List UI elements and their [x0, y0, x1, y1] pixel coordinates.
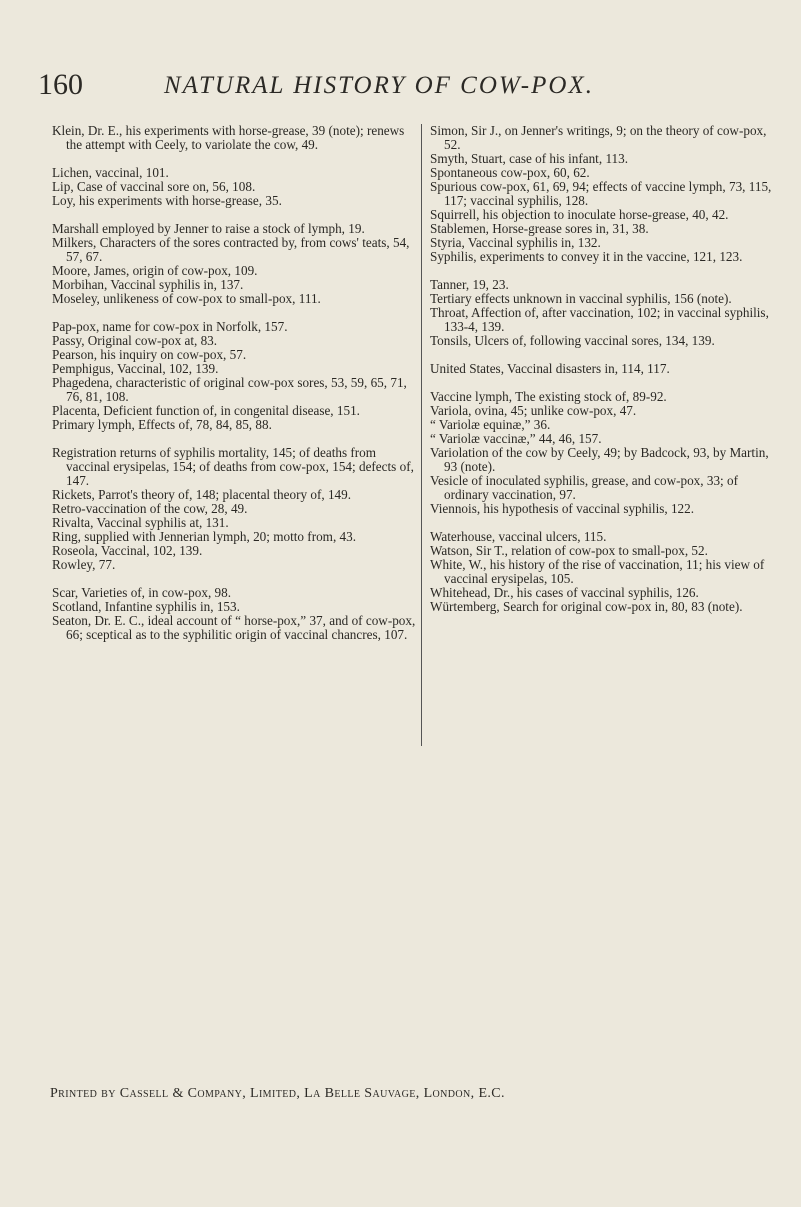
index-entry: “ Variolæ vaccinæ,” 44, 46, 157. [430, 431, 602, 446]
printer-imprint: Printed by Cassell & Company, Limited, La Belle Sauvage, London, E.C. [50, 1086, 505, 1101]
index-entry: Waterhouse, vaccinal ulcers, 115. [430, 529, 607, 544]
index-entry: Morbihan, Vaccinal syphilis in, 137. [52, 277, 244, 292]
index-entry: Passy, Original cow-pox at, 83. [52, 333, 218, 348]
index-entry: “ Variolæ equinæ,” 36. [430, 417, 551, 432]
index-letter-group [430, 390, 782, 516]
index-entry: Variolation of the cow by Ceely, 49; by Badcock, 93, by Martin, 93 (note). [430, 445, 769, 474]
index-letter-group [52, 320, 416, 432]
index-letter-group [52, 222, 416, 306]
index-letter-group [430, 278, 782, 348]
index-entry: Squirrell, his objection to inoculate horse-grease, 40, 42. [430, 207, 729, 222]
index-entry: Rowley, 77. [52, 557, 116, 572]
index-letter-group [52, 586, 416, 642]
index-letter-group [430, 362, 782, 376]
index-entry: United States, Vaccinal disasters in, 114, 117. [430, 361, 670, 376]
index-entry: Moseley, unlikeness of cow-pox to small-pox, 111. [52, 291, 321, 306]
index-entry: Lip, Case of vaccinal sore on, 56, 108. [52, 179, 256, 194]
index-entry: Seaton, Dr. E. C., ideal account of “ horse-pox,” 37, and of cow-pox, 66; sceptical as to the syphilitic origin of vaccinal chancres, 107. [52, 613, 416, 642]
column-divider [421, 124, 422, 746]
index-letter-group [430, 530, 782, 614]
index-entry: Placenta, Deficient function of, in congenital disease, 151. [52, 403, 360, 418]
index-entry: Lichen, vaccinal, 101. [52, 165, 169, 180]
index-entry: Pearson, his inquiry on cow-pox, 57. [52, 347, 247, 362]
index-entry: Registration returns of syphilis mortality, 145; of deaths from vaccinal erysipelas, 154; of deaths from cow-pox, 154; defects of, 147. [52, 445, 414, 488]
index-entry: Smyth, Stuart, case of his infant, 113. [430, 151, 629, 166]
index-entry: Loy, his experiments with horse-grease, 35. [52, 193, 282, 208]
index-entry: Tonsils, Ulcers of, following vaccinal sores, 134, 139. [430, 333, 715, 348]
index-entry: Whitehead, Dr., his cases of vaccinal syphilis, 126. [430, 585, 699, 600]
index-entry: Rivalta, Vaccinal syphilis at, 131. [52, 515, 229, 530]
index-entry: Rickets, Parrot's theory of, 148; placental theory of, 149. [52, 487, 352, 502]
index-entry: Moore, James, origin of cow-pox, 109. [52, 263, 258, 278]
index-entry: Variola, ovina, 45; unlike cow-pox, 47. [430, 403, 637, 418]
index-entry: Spontaneous cow-pox, 60, 62. [430, 165, 590, 180]
index-column-left [52, 124, 416, 656]
index-entry: Retro-vaccination of the cow, 28, 49. [52, 501, 248, 516]
index-entry: Vesicle of inoculated syphilis, grease, and cow-pox, 33; of ordinary vaccination, 97. [430, 473, 738, 502]
index-letter-group [52, 446, 416, 572]
index-entry: Styria, Vaccinal syphilis in, 132. [430, 235, 601, 250]
index-entry: Primary lymph, Effects of, 78, 84, 85, 88. [52, 417, 272, 432]
index-entry: Pemphigus, Vaccinal, 102, 139. [52, 361, 219, 376]
index-entry: Watson, Sir T., relation of cow-pox to small-pox, 52. [430, 543, 708, 558]
index-entry: Spurious cow-pox, 61, 69, 94; effects of vaccine lymph, 73, 115, 117; vaccinal syphilis, 128. [430, 179, 772, 208]
index-entry: Milkers, Characters of the sores contracted by, from cows' teats, 54, 57, 67. [52, 235, 410, 264]
index-entry: Vaccine lymph, The existing stock of, 89-92. [430, 389, 667, 404]
index-entry: Stablemen, Horse-grease sores in, 31, 38. [430, 221, 649, 236]
index-entry: Tertiary effects unknown in vaccinal syphilis, 156 (note). [430, 291, 732, 306]
index-entry: Marshall employed by Jenner to raise a stock of lymph, 19. [52, 221, 365, 236]
index-entry: Syphilis, experiments to convey it in the vaccine, 121, 123. [430, 249, 743, 264]
index-entry: Tanner, 19, 23. [430, 277, 509, 292]
page-number: 160 [38, 68, 83, 101]
index-letter-group [52, 166, 416, 208]
index-entry: Phagedena, characteristic of original cow-pox sores, 53, 59, 65, 71, 76, 81, 108. [52, 375, 407, 404]
index-entry: White, W., his history of the rise of vaccination, 11; his view of vaccinal erysipelas, 105. [430, 557, 765, 586]
index-entry: Scotland, Infantine syphilis in, 153. [52, 599, 240, 614]
index-entry: Viennois, his hypothesis of vaccinal syphilis, 122. [430, 501, 695, 516]
index-entry: Simon, Sir J., on Jenner's writings, 9; on the theory of cow-pox, 52. [430, 123, 767, 152]
index-column-right [430, 124, 782, 628]
index-entry: Scar, Varieties of, in cow-pox, 98. [52, 585, 232, 600]
index-entry: Pap-pox, name for cow-pox in Norfolk, 157. [52, 319, 288, 334]
index-entry: Ring, supplied with Jennerian lymph, 20; motto from, 43. [52, 529, 357, 544]
index-entry: Roseola, Vaccinal, 102, 139. [52, 543, 203, 558]
index-entry: Klein, Dr. E., his experiments with horse-grease, 39 (note); renews the attempt with Ceely, to variolate the cow, 49. [52, 123, 405, 152]
index-entry: Throat, Affection of, after vaccination, 102; in vaccinal syphilis, 133-4, 139. [430, 305, 769, 334]
index-letter-group [52, 124, 416, 152]
index-entry: Würtemberg, Search for original cow-pox in, 80, 83 (note). [430, 599, 743, 614]
index-letter-group [430, 124, 782, 264]
running-title: NATURAL HISTORY OF COW-POX. [164, 72, 594, 99]
